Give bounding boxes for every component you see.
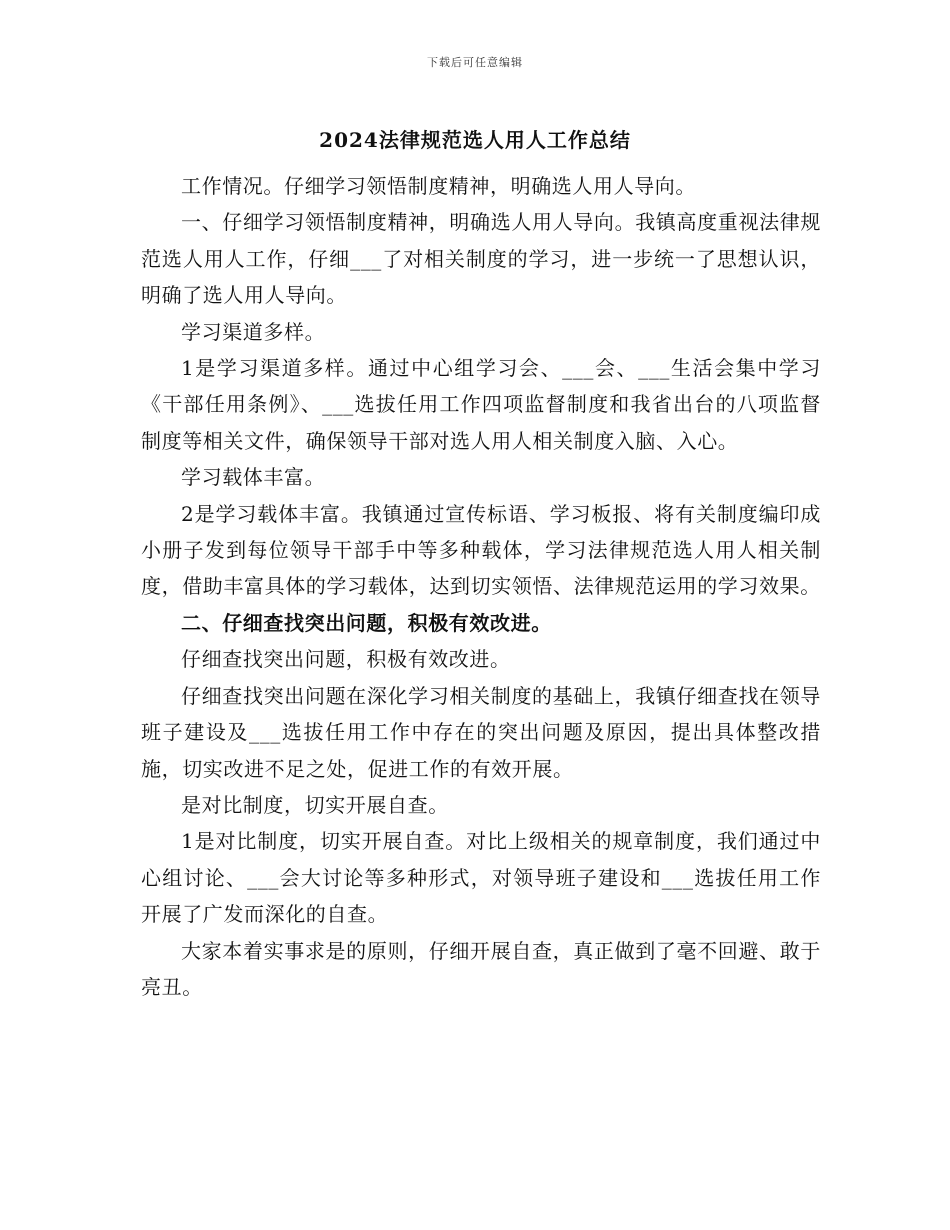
header-note: 下载后可任意编辑	[427, 56, 523, 69]
paragraph: 学习载体丰富。	[181, 465, 326, 490]
document-title: 2024法律规范选人用人工作总结	[319, 128, 631, 152]
paragraph: 1是对比制度，切实开展自查。对比上级相关的规章制度，我们通过中心组讨论、___会大讨论等多种形式，对领导班子建设和___选拔任用工作开展了广发而深化的自查。	[141, 829, 821, 927]
paragraph: 大家本着实事求是的原则，仔细开展自查，真正做到了毫不回避、敢于亮丑。	[141, 938, 821, 999]
section-heading: 二、仔细查找突出问题，积极有效改进。	[181, 610, 552, 635]
paragraph: 1是学习渠道多样。通过中心组学习会、___会、___生活会集中学习《干部任用条例》、___选拔任用工作四项监督制度和我省出台的八项监督制度等相关文件，确保领导干部对选人用人相关制度入脑、入心。	[141, 356, 821, 453]
paragraph: 工作情况。仔细学习领悟制度精神，明确选人用人导向。	[181, 174, 696, 198]
paragraph: 仔细查找突出问题，积极有效改进。	[181, 647, 511, 672]
paragraph: 2是学习载体丰富。我镇通过宣传标语、学习板报、将有关制度编印成小册子发到每位领导干部手中等多种载体，学习法律规范选人用人相关制度，借助丰富具体的学习载体，达到切实领悟、法律规范运用的学习效果。	[141, 501, 821, 599]
paragraph: 一、仔细学习领悟制度精神，明确选人用人导向。我镇高度重视法律规范选人用人工作，仔细___了对相关制度的学习，进一步统一了思想认识，明确了选人用人导向。	[141, 210, 821, 308]
document-body	[141, 168, 821, 1005]
paragraph: 仔细查找突出问题在深化学习相关制度的基础上，我镇仔细查找在领导班子建设及___选拔任用工作中存在的突出问题及原因，提出具体整改措施，切实改进不足之处，促进工作的有效开展。	[141, 683, 821, 781]
paragraph: 是对比制度，切实开展自查。	[181, 792, 449, 817]
paragraph: 学习渠道多样。	[181, 319, 326, 344]
